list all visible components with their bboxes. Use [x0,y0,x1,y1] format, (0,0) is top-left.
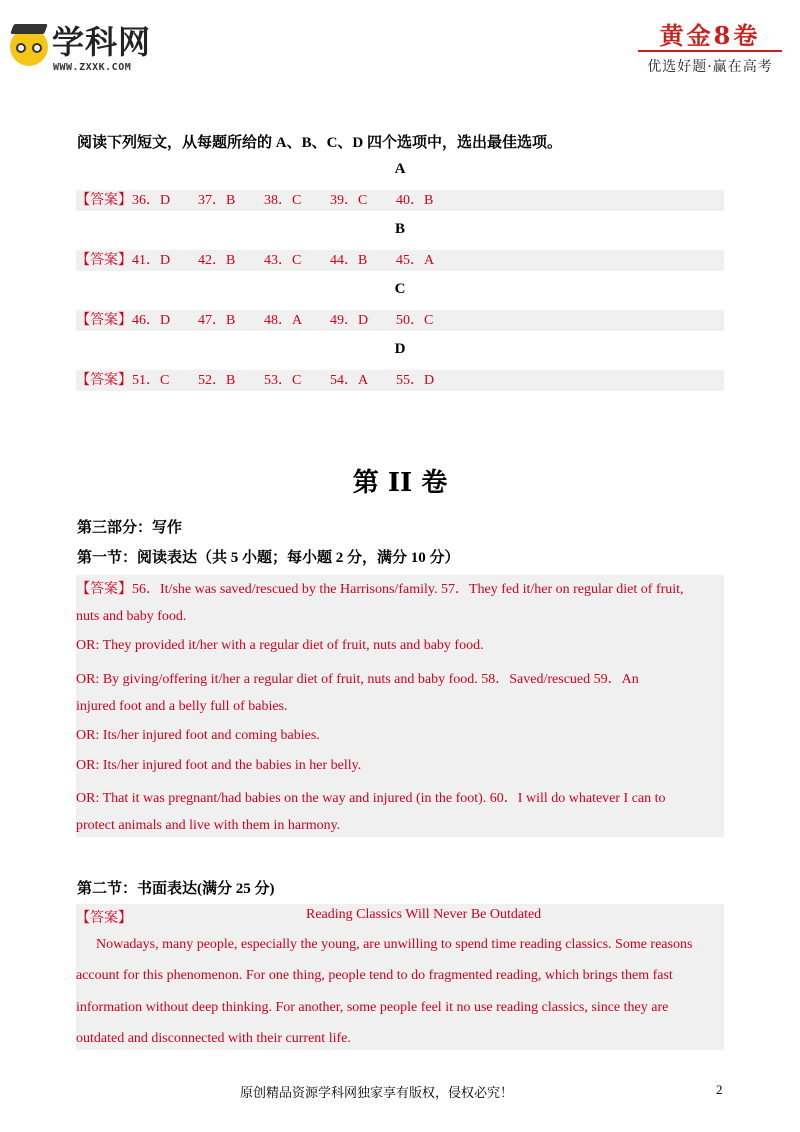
essay-line: Nowadays, many people, especially the young, are unwilling to spend time reading classics. Some reasons [96,937,693,952]
answer-item: 52．B [198,373,236,388]
section2-heading: 第二节：书面表达(满分 25 分) [77,881,275,897]
answer-item: 54．A [330,373,369,388]
section1-heading: 第一节：阅读表达（共 5 小题；每小题 2 分，满分 10 分） [77,550,460,566]
answer-item: 53．C [264,373,302,388]
answer-row-d [76,370,724,391]
answer-line: protect animals and live with them in harmony. [76,818,341,833]
essay-line: outdated and disconnected with their current life. [76,1031,351,1046]
answer-line: OR: By giving/offering it/her a regular diet of fruit, nuts and baby food. 58．Saved/rescued 59．An [76,672,639,687]
answer-tag: 【答案】 [76,911,132,926]
answer-row-b [76,250,724,271]
answer-item: 45．A [396,253,435,268]
answer-tag: 【答案】 [76,313,132,328]
answer-line: injured foot and a belly full of babies. [76,699,288,714]
answer-item: 46．D [132,313,171,328]
footer-copyright: 原创精品资源学科网独家享有版权，侵权必究！ [240,1086,514,1101]
page-number: 2 [716,1082,723,1097]
essay-title: Reading Classics Will Never Be Outdated [306,907,542,922]
essay-line: information without deep thinking. For another, some people feel it no use reading classics, since they are [76,1000,669,1015]
brand-subtitle: 优选好题·赢在高考 [647,59,773,75]
answer-item: 43．C [264,253,302,268]
answer-item: 55．D [396,373,435,388]
section-letter-b: B [394,221,405,237]
logo-text: 学科网 [52,23,152,61]
section1-answer-panel [76,575,724,837]
logo-icon [10,28,48,66]
brand-divider [638,50,782,52]
answer-tag: 【答案】 [76,193,132,208]
answer-item: 48．A [264,313,303,328]
answer-tag: 【答案】 [76,373,132,388]
answer-line: OR: Its/her injured foot and coming babies. [76,728,320,743]
answer-row-a [76,190,724,211]
answer-line: nuts and baby food. [76,609,187,624]
answer-item: 39．C [330,193,368,208]
answer-line: OR: Its/her injured foot and the babies in her belly. [76,758,362,773]
answer-item: 47．B [198,313,236,328]
section2-answer-panel [76,904,724,1050]
answer-item: 51．C [132,373,170,388]
answer-line: 【答案】56．It/she was saved/rescued by the Harrisons/family. 57．They fed it/her on regular diet of fruit, [76,582,684,597]
answer-line: OR: They provided it/her with a regular diet of fruit, nuts and baby food. [76,638,484,653]
brand-title: 黄金8卷 [659,21,761,50]
answer-item: 49．D [330,313,369,328]
section-letter-c: C [394,281,406,297]
volume-title: 第 II 卷 [352,468,448,498]
answer-line: OR: That it was pregnant/had babies on the way and injured (in the foot). 60．I will do whatever I can to [76,791,666,806]
answer-item: 38．C [264,193,302,208]
part3-heading: 第三部分：写作 [77,520,183,536]
logo-url: WWW.ZXXK.COM [53,62,132,73]
answer-row-c [76,310,724,331]
answer-item: 41．D [132,253,171,268]
section-letter-d: D [394,341,406,357]
answer-tag: 【答案】 [76,253,132,268]
answer-item: 40．B [396,193,434,208]
essay-line: account for this phenomenon. For one thing, people tend to do fragmented reading, which brings them fast [76,968,673,983]
reading-instruction: 阅读下列短文，从每题所给的 A、B、C、D 四个选项中，选出最佳选项。 [77,135,563,151]
section-letter-a: A [394,161,406,177]
answer-item: 37．B [198,193,236,208]
answer-item: 36．D [132,193,171,208]
answer-item: 42．B [198,253,236,268]
answer-item: 44．B [330,253,368,268]
answer-item: 50．C [396,313,434,328]
